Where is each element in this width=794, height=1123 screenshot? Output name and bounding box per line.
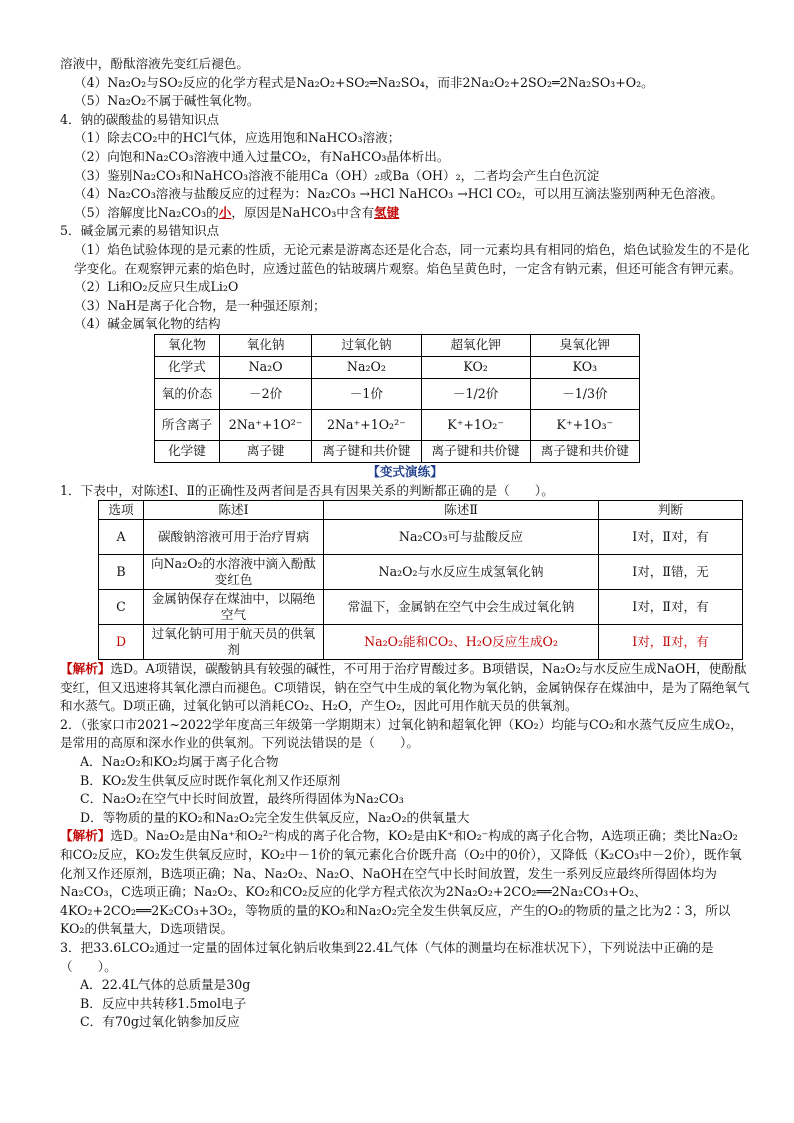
table-cell: 过氧化钠 bbox=[312, 334, 421, 356]
section-4-line-3: （3）鉴别Na₂CO₃和NaHCO₃溶液不能用Ca（OH）₂或Ba（OH）₂，二者均会产生白色沉淀 bbox=[74, 167, 600, 183]
table-cell: KO₃ bbox=[530, 356, 639, 378]
intro-line-2: （4）Na₂O₂与SO₂反应的化学方程式是Na₂O₂+SO₂═Na₂SO₄，而非2Na₂O₂+2SO₂═2Na₂SO₃+O₂。 bbox=[74, 74, 654, 90]
table-cell: C bbox=[99, 590, 144, 625]
table-header-cell: 陈述Ⅱ bbox=[324, 501, 599, 520]
analysis-text: 选D。A项错误，碳酸钠具有较强的碱性，不可用于治疗胃酸过多。B项错误，Na₂O₂与水反应生成NaOH，使酚酞变红，但又迅速将其氧化漂白而褪色。C项错误，钠在空气中生成的氧化物为氧化钠，金属钠保存在煤油中，是为了隔绝氧气和水蒸气。D项正确，过氧化钠可以消耗CO₂、H₂O，产生O₂，因此可用作航天员的供氧剂。 bbox=[60, 661, 750, 714]
section-4-line-5 bbox=[60, 204, 750, 223]
question-2-option-a: A．Na₂O₂和KO₂均属于离子化合物 bbox=[80, 754, 279, 770]
question-2-option-b: B．KO₂发生供氧反应时既作氧化剂又作还原剂 bbox=[80, 772, 341, 788]
l5-highlight-hbond: 氢键 bbox=[374, 204, 400, 220]
l5-text-c: ，原因是NaHCO₃中含有 bbox=[231, 204, 375, 220]
question-3-option-b: B．反应中共转移1.5mol电子 bbox=[80, 995, 247, 1011]
intro-line-1: 溶液中，酚酞溶液先变红后褪色。 bbox=[60, 56, 249, 71]
table-cell: Na₂O₂能和CO₂、H₂O反应生成O₂ bbox=[324, 625, 599, 660]
table-cell: 碳酸钠溶液可用于治疗胃病 bbox=[144, 520, 324, 555]
table-cell: 离子键和共价键 bbox=[530, 440, 639, 462]
table-cell: 氧化钠 bbox=[219, 334, 311, 356]
table-cell: K⁺+1O₂⁻ bbox=[421, 409, 530, 440]
table-cell: Ⅰ对，Ⅱ错，无 bbox=[599, 555, 743, 590]
table-cell: －1/3价 bbox=[530, 378, 639, 409]
table-cell: Ⅰ对，Ⅱ对，有 bbox=[599, 520, 743, 555]
table-cell: D bbox=[99, 625, 144, 660]
oxide-table bbox=[154, 334, 640, 463]
question-3-stem: 3．把33.6LCO₂通过一定量的固体过氧化钠后收集到22.4L气体（气体的测量均在标准状况下），下列说法中正确的是（ ）。 bbox=[60, 940, 714, 974]
table-cell: －2价 bbox=[219, 378, 311, 409]
table-cell: －1价 bbox=[312, 378, 421, 409]
question-2-analysis bbox=[60, 827, 750, 939]
l5-highlight-small: 小 bbox=[218, 204, 232, 220]
table-header-cell: 陈述Ⅰ bbox=[144, 501, 324, 520]
table-header-cell: 选项 bbox=[99, 501, 144, 520]
l5-text-a: （5）溶解度比Na₂CO₃的 bbox=[74, 204, 219, 220]
table-cell: Na₂O₂ bbox=[312, 356, 421, 378]
table-cell: Na₂O bbox=[219, 356, 311, 378]
question-2-option-d: D．等物质的量的KO₂和Na₂O₂完全发生供氧反应，Na₂O₂的供氧量大 bbox=[80, 809, 470, 825]
document-page bbox=[60, 55, 750, 1032]
table-cell: 臭氧化钾 bbox=[530, 334, 639, 356]
section-5-line-2: （2）Li和O₂反应只生成Li₂O bbox=[74, 279, 239, 295]
section-4-line-1: （1）除去CO₂中的HCl气体，应选用饱和NaHCO₃溶液； bbox=[74, 130, 401, 146]
table-header-cell: 判断 bbox=[599, 501, 743, 520]
table-cell: 向Na₂O₂的水溶液中滴入酚酞变红色 bbox=[144, 555, 324, 590]
table-cell: 离子键 bbox=[219, 440, 311, 462]
table-cell: 氧的价态 bbox=[155, 378, 220, 409]
analysis-text: 选D。Na₂O₂是由Na⁺和O₂²⁻构成的离子化合物，KO₂是由K⁺和O₂⁻构成的离子化合物，A选项正确；类比Na₂O₂和CO₂反应，KO₂发生供氧反应时，KO₂中－1价的氧元素化合价既升高（O₂中的0价），又降低（K₂CO₃中－2价），既作氧化剂又作还原剂，B选项正确；Na、Na₂O₂、Na₂O、NaOH在空气中长时间放置，发生一系列反应最终所得固体均为Na₂CO₃，C选项正确；Na₂O₂、KO₂和CO₂反应的化学方程式依次为2Na₂O₂+2CO₂══2Na₂CO₃+O₂、4KO₂+2CO₂══2K₂CO₃+3O₂，等物质的量的KO₂和Na₂O₂完全发生供氧反应，产生的O₂的物质的量之比为2∶3，所以KO₂的供氧量大，D选项错误。 bbox=[60, 828, 742, 937]
table-cell: Ⅰ对，Ⅱ对，有 bbox=[599, 590, 743, 625]
question-2-stem: 2．（张家口市2021~2022学年度高三年级第一学期期末）过氧化钠和超氧化钾（KO₂）均能与CO₂和水蒸气反应生成O₂，是常用的高原和深水作业的供氧剂。下列说法错误的是（ ）。 bbox=[60, 716, 743, 751]
table-cell: 2Na⁺+1O₂²⁻ bbox=[312, 409, 421, 440]
practice-header: 【变式演练】 bbox=[367, 463, 443, 479]
table-cell: K⁺+1O₃⁻ bbox=[530, 409, 639, 440]
section-4-title: 4．钠的碳酸盐的易错知识点 bbox=[60, 111, 220, 127]
table-cell: 化学式 bbox=[155, 356, 220, 378]
table-cell: B bbox=[99, 555, 144, 590]
section-5-line-4: （4）碱金属氧化物的结构 bbox=[74, 316, 221, 332]
table-cell: 化学键 bbox=[155, 440, 220, 462]
section-5-paragraph-1: （1）焰色试验体现的是元素的性质，无论元素是游离态还是化合态，同一元素均具有相同的焰色，焰色试验发生的不是化学变化。在观察钾元素的焰色时，应透过蓝色的钴玻璃片观察。焰色呈黄色时，一定含有钠元素，但还可能含有钾元素。 bbox=[74, 241, 750, 276]
table-cell: Ⅰ对，Ⅱ对，有 bbox=[599, 625, 743, 660]
table-cell: 氧化物 bbox=[155, 334, 220, 356]
analysis-tag: 【解析】 bbox=[60, 661, 111, 677]
table-cell: 金属钠保存在煤油中，以隔绝空气 bbox=[144, 590, 324, 625]
table-cell: 离子键和共价键 bbox=[312, 440, 421, 462]
table-cell: Na₂O₂与水反应生成氢氧化钠 bbox=[324, 555, 599, 590]
table-cell: 离子键和共价键 bbox=[421, 440, 530, 462]
question-3-option-c: C．有70g过氧化钠参加反应 bbox=[80, 1014, 240, 1030]
table-cell: －1/2价 bbox=[421, 378, 530, 409]
intro-line-3: （5）Na₂O₂不属于碱性氧化物。 bbox=[74, 93, 260, 109]
table-cell: 所含离子 bbox=[155, 409, 220, 440]
table-cell: Na₂CO₃可与盐酸反应 bbox=[324, 520, 599, 555]
section-5-title: 5．碱金属元素的易错知识点 bbox=[60, 223, 220, 239]
section-4-line-2: （2）向饱和Na₂CO₃溶液中通入过量CO₂，有NaHCO₃晶体析出。 bbox=[74, 148, 450, 164]
question-1-table bbox=[98, 500, 743, 660]
question-1-analysis bbox=[60, 660, 750, 716]
question-1-stem: 1．下表中，对陈述Ⅰ、Ⅱ的正确性及两者间是否具有因果关系的判断都正确的是（ ）。 bbox=[60, 482, 554, 498]
table-cell: KO₂ bbox=[421, 356, 530, 378]
section-5-line-3: （3）NaH是离子化合物，是一种强还原剂； bbox=[74, 297, 326, 313]
section-4-line-4: （4）Na₂CO₃溶液与盐酸反应的过程为：Na₂CO₃ →HCl NaHCO₃ →HCl CO₂，可以用互滴法鉴别两种无色溶液。 bbox=[74, 186, 723, 202]
table-cell: 常温下，金属钠在空气中会生成过氧化钠 bbox=[324, 590, 599, 625]
table-cell: 2Na⁺+1O²⁻ bbox=[219, 409, 311, 440]
question-3-option-a: A．22.4L气体的总质量是30g bbox=[80, 977, 251, 993]
analysis-tag: 【解析】 bbox=[60, 828, 111, 844]
table-cell: A bbox=[99, 520, 144, 555]
table-cell: 超氧化钾 bbox=[421, 334, 530, 356]
table-cell: 过氧化钠可用于航天员的供氧剂 bbox=[144, 625, 324, 660]
question-2-option-c: C．Na₂O₂在空气中长时间放置，最终所得固体为Na₂CO₃ bbox=[80, 791, 404, 807]
